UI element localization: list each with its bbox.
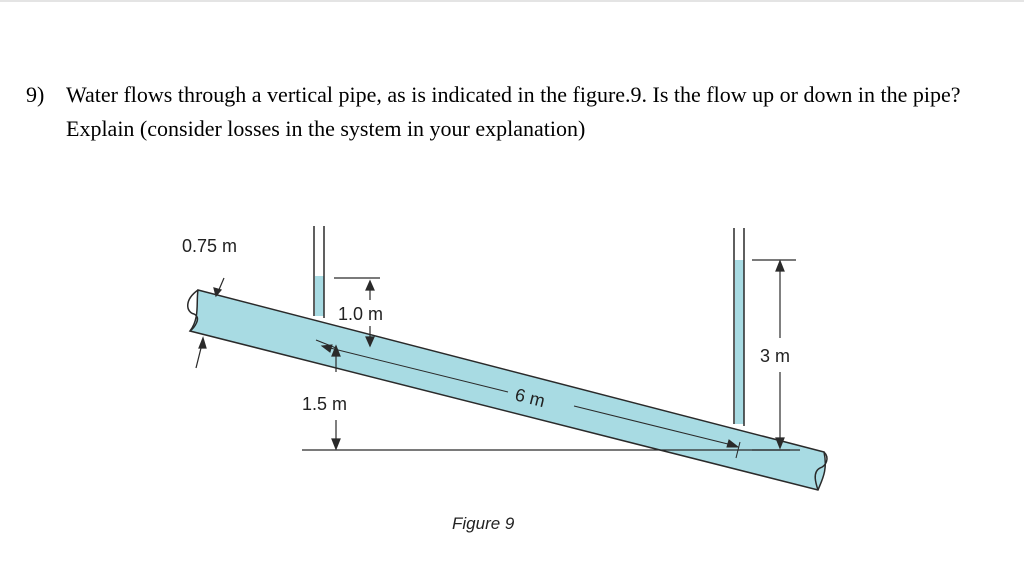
- question-text: Water flows through a vertical pipe, as is indicated in the figure.9. Is the flow up or down in the pipe? Explain (consider losses in the system in your explanation): [66, 82, 961, 141]
- right-manometer-tube: [734, 228, 744, 426]
- figure-caption: Figure 9: [452, 514, 515, 533]
- question-number: 9): [26, 82, 45, 107]
- inclined-pipe: [190, 290, 825, 490]
- elevation-label: 1.5 m: [302, 394, 348, 414]
- left-manometer-tube: [314, 226, 324, 318]
- diameter-label: 0.75 m: [182, 236, 238, 256]
- right-rise-label: 3 m: [760, 346, 791, 366]
- left-rise-label: 1.0 m: [338, 304, 384, 324]
- length-label: 6 m: [513, 384, 547, 412]
